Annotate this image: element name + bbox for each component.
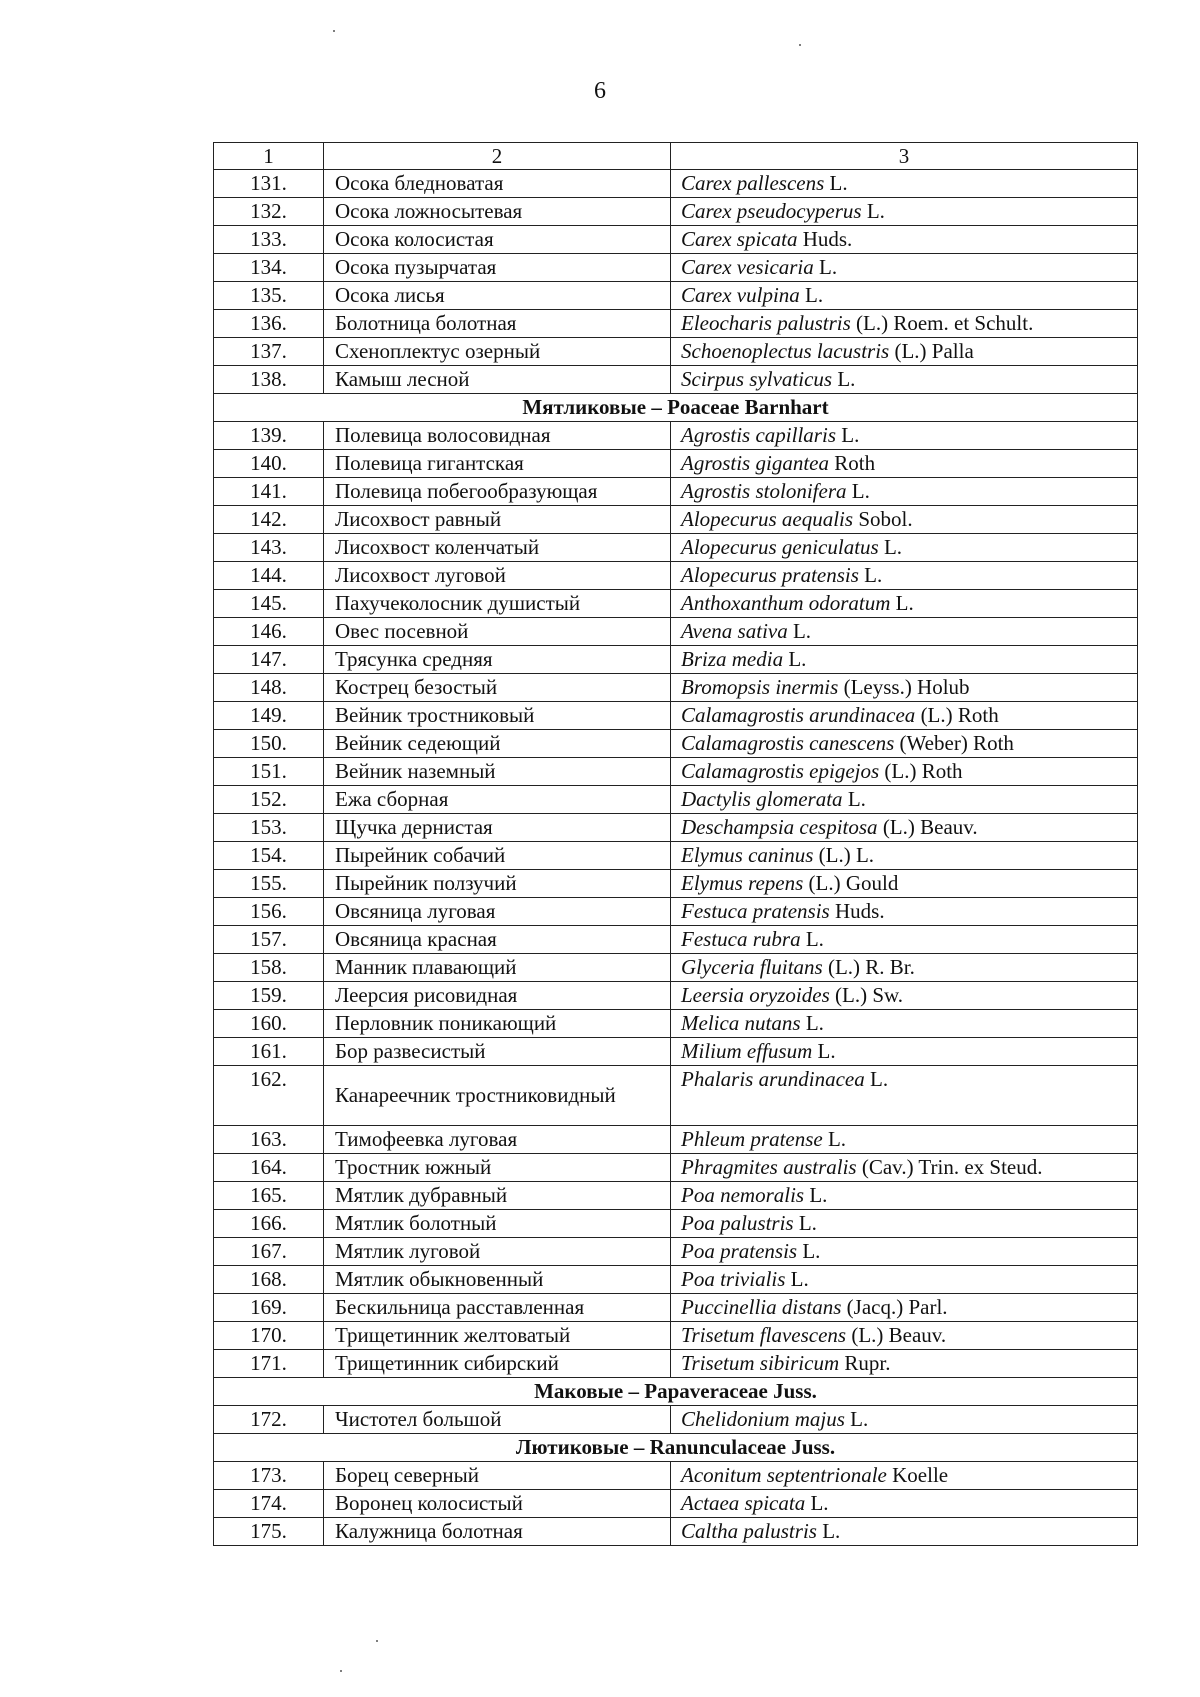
table-row <box>214 1182 1138 1210</box>
latin-name: Deschampsia cespitosa <box>681 815 878 839</box>
table-row <box>214 1294 1138 1322</box>
russian-name: Перловник поникающий <box>324 1010 671 1038</box>
latin-name: Trisetum flavescens <box>681 1323 847 1347</box>
russian-name: Осока колосистая <box>324 226 671 254</box>
latin-name: Festuca pratensis <box>681 899 830 923</box>
table-row <box>214 1322 1138 1350</box>
russian-name: Осока бледноватая <box>324 170 671 198</box>
table-row <box>214 282 1138 310</box>
latin-name: Agrostis stolonifera <box>681 479 847 503</box>
latin-name: Agrostis gigantea <box>681 451 829 475</box>
table-row <box>214 1406 1138 1434</box>
row-number: 145. <box>214 590 324 618</box>
row-number: 134. <box>214 254 324 282</box>
author-citation: (L.) Roth <box>920 703 999 727</box>
latin-name-cell <box>671 1350 1138 1378</box>
author-citation: L. <box>870 1067 889 1091</box>
row-number: 157. <box>214 926 324 954</box>
author-citation: (L.) Palla <box>894 339 974 363</box>
table-row <box>214 814 1138 842</box>
table-row <box>214 1238 1138 1266</box>
russian-name: Чистотел большой <box>324 1406 671 1434</box>
species-table <box>213 142 1138 1546</box>
russian-name: Мятлик обыкновенный <box>324 1266 671 1294</box>
latin-name: Poa pratensis <box>681 1239 798 1263</box>
latin-name: Glyceria fluitans <box>681 955 823 979</box>
author-citation: L. <box>798 1211 817 1235</box>
family-header-row <box>214 1378 1138 1406</box>
author-citation: L. <box>805 283 824 307</box>
latin-name-cell <box>671 926 1138 954</box>
author-citation: (Jacq.) Parl. <box>846 1295 948 1319</box>
russian-name: Полевица побегообразующая <box>324 478 671 506</box>
table-row <box>214 198 1138 226</box>
russian-name: Калужница болотная <box>324 1518 671 1546</box>
latin-name: Chelidonium majus <box>681 1407 845 1431</box>
latin-name-cell <box>671 562 1138 590</box>
author-citation: L. <box>841 423 860 447</box>
latin-name-cell <box>671 842 1138 870</box>
table-row <box>214 226 1138 254</box>
table-row <box>214 1154 1138 1182</box>
author-citation: Rupr. <box>844 1351 891 1375</box>
russian-name: Полевица гигантская <box>324 450 671 478</box>
latin-name-cell <box>671 702 1138 730</box>
author-citation: L. <box>788 647 807 671</box>
family-header-row <box>214 1434 1138 1462</box>
row-number: 152. <box>214 786 324 814</box>
row-number: 154. <box>214 842 324 870</box>
author-citation: L. <box>827 1127 847 1151</box>
row-number: 160. <box>214 1010 324 1038</box>
table-row <box>214 758 1138 786</box>
family-name: Лютиковые – Ranunculaceae Juss. <box>214 1434 1138 1462</box>
row-number: 153. <box>214 814 324 842</box>
latin-name: Poa trivialis <box>681 1267 786 1291</box>
russian-name: Пырейник ползучий <box>324 870 671 898</box>
row-number: 143. <box>214 534 324 562</box>
row-number: 136. <box>214 310 324 338</box>
latin-name-cell <box>671 1182 1138 1210</box>
table-row <box>214 618 1138 646</box>
author-citation: (L.) Beauv. <box>882 815 978 839</box>
table-row <box>214 170 1138 198</box>
latin-name-cell <box>671 254 1138 282</box>
latin-name: Elymus repens <box>681 871 804 895</box>
russian-name: Тимофеевка луговая <box>324 1126 671 1154</box>
table-row <box>214 702 1138 730</box>
russian-name: Овес посевной <box>324 618 671 646</box>
table-row <box>214 786 1138 814</box>
row-number: 146. <box>214 618 324 646</box>
latin-name-cell <box>671 506 1138 534</box>
table-row <box>214 730 1138 758</box>
header-col-1: 1 <box>214 143 324 170</box>
latin-name: Aconitum septentrionale <box>681 1463 887 1487</box>
table-row <box>214 1350 1138 1378</box>
latin-name: Elymus caninus <box>681 843 814 867</box>
russian-name: Лисохвост луговой <box>324 562 671 590</box>
latin-name-cell <box>671 1126 1138 1154</box>
latin-name: Trisetum sibiricum <box>681 1351 840 1375</box>
table-row <box>214 898 1138 926</box>
russian-name: Воронец колосистый <box>324 1490 671 1518</box>
latin-name: Phalaris arundinacea <box>681 1067 865 1091</box>
row-number: 161. <box>214 1038 324 1066</box>
row-number: 156. <box>214 898 324 926</box>
author-citation: L. <box>802 1239 821 1263</box>
row-number: 162. <box>214 1066 324 1126</box>
author-citation: L. <box>822 1519 841 1543</box>
russian-name: Камыш лесной <box>324 366 671 394</box>
latin-name-cell <box>671 730 1138 758</box>
table-row <box>214 954 1138 982</box>
row-number: 137. <box>214 338 324 366</box>
table-row <box>214 478 1138 506</box>
russian-name: Осока ложносытевая <box>324 198 671 226</box>
table-row <box>214 1038 1138 1066</box>
latin-name-cell <box>671 170 1138 198</box>
row-number: 150. <box>214 730 324 758</box>
latin-name: Avena sativa <box>681 619 788 643</box>
row-number: 155. <box>214 870 324 898</box>
latin-name-cell <box>671 618 1138 646</box>
row-number: 158. <box>214 954 324 982</box>
scan-speck <box>333 30 335 32</box>
russian-name: Пахучеколосник душистый <box>324 590 671 618</box>
author-citation: L. <box>817 1039 836 1063</box>
row-number: 175. <box>214 1518 324 1546</box>
latin-name: Puccinellia distans <box>681 1295 842 1319</box>
latin-name-cell <box>671 1518 1138 1546</box>
author-citation: (L.) Roth <box>884 759 963 783</box>
table-row <box>214 842 1138 870</box>
latin-name: Eleocharis palustris <box>681 311 851 335</box>
header-col-2: 2 <box>324 143 671 170</box>
latin-name-cell <box>671 338 1138 366</box>
author-citation: (L.) R. Br. <box>827 955 915 979</box>
latin-name-cell <box>671 646 1138 674</box>
row-number: 166. <box>214 1210 324 1238</box>
latin-name: Carex vesicaria <box>681 255 814 279</box>
russian-name: Вейник тростниковый <box>324 702 671 730</box>
russian-name: Овсяница красная <box>324 926 671 954</box>
row-number: 131. <box>214 170 324 198</box>
row-number: 169. <box>214 1294 324 1322</box>
latin-name-cell <box>671 226 1138 254</box>
russian-name: Кострец безостый <box>324 674 671 702</box>
latin-name: Scirpus sylvaticus <box>681 367 833 391</box>
russian-name: Вейник седеющий <box>324 730 671 758</box>
latin-name: Dactylis glomerata <box>681 787 843 811</box>
latin-name: Actaea spicata <box>681 1491 806 1515</box>
row-number: 141. <box>214 478 324 506</box>
author-citation: (Leyss.) Holub <box>843 675 970 699</box>
row-number: 144. <box>214 562 324 590</box>
russian-name: Трищетинник сибирский <box>324 1350 671 1378</box>
row-number: 151. <box>214 758 324 786</box>
latin-name-cell <box>671 198 1138 226</box>
author-citation: (L.) Sw. <box>835 983 904 1007</box>
russian-name: Бор развесистый <box>324 1038 671 1066</box>
latin-name: Phragmites australis <box>681 1155 857 1179</box>
latin-name: Agrostis capillaris <box>681 423 836 447</box>
latin-name: Carex pallescens <box>681 171 825 195</box>
row-number: 142. <box>214 506 324 534</box>
row-number: 140. <box>214 450 324 478</box>
table-row <box>214 1490 1138 1518</box>
russian-name: Схеноплектус озерный <box>324 338 671 366</box>
russian-name: Ежа сборная <box>324 786 671 814</box>
russian-name: Леерсия рисовидная <box>324 982 671 1010</box>
latin-name: Calamagrostis epigejos <box>681 759 880 783</box>
author-citation: L. <box>805 1011 824 1035</box>
author-citation: (L.) Roem. et Schult. <box>856 311 1034 335</box>
author-citation: L. <box>805 927 824 951</box>
latin-name: Alopecurus aequalis <box>681 507 854 531</box>
author-citation: L. <box>810 1491 829 1515</box>
table-row <box>214 450 1138 478</box>
latin-name: Poa palustris <box>681 1211 794 1235</box>
latin-name: Bromopsis inermis <box>681 675 839 699</box>
author-citation: L. <box>866 199 885 223</box>
table-row <box>214 1266 1138 1294</box>
latin-name-cell <box>671 1066 1138 1126</box>
table-row <box>214 422 1138 450</box>
latin-name-cell <box>671 786 1138 814</box>
latin-name-cell <box>671 534 1138 562</box>
family-name: Мятликовые – Poaceae Barnhart <box>214 394 1138 422</box>
latin-name-cell <box>671 1154 1138 1182</box>
russian-name: Пырейник собачий <box>324 842 671 870</box>
author-citation: (L.) L. <box>818 843 875 867</box>
latin-name: Carex pseudocyperus <box>681 199 862 223</box>
table-row <box>214 926 1138 954</box>
author-citation: Roth <box>834 451 876 475</box>
author-citation: (L.) Beauv. <box>851 1323 947 1347</box>
latin-name-cell <box>671 366 1138 394</box>
table-row <box>214 1126 1138 1154</box>
author-citation: L. <box>864 563 883 587</box>
latin-name-cell <box>671 870 1138 898</box>
author-citation: L. <box>850 1407 869 1431</box>
latin-name-cell <box>671 1406 1138 1434</box>
russian-name: Тростник южный <box>324 1154 671 1182</box>
table-row <box>214 254 1138 282</box>
row-number: 149. <box>214 702 324 730</box>
table-row <box>214 310 1138 338</box>
author-citation: L. <box>829 171 848 195</box>
russian-name: Овсяница луговая <box>324 898 671 926</box>
table-row <box>214 506 1138 534</box>
latin-name-cell <box>671 590 1138 618</box>
russian-name: Мятлик дубравный <box>324 1182 671 1210</box>
russian-name: Трищетинник желтоватый <box>324 1322 671 1350</box>
latin-name-cell <box>671 1266 1138 1294</box>
author-citation: L. <box>883 535 903 559</box>
russian-name: Мятлик болотный <box>324 1210 671 1238</box>
scan-speck <box>799 44 801 46</box>
row-number: 148. <box>214 674 324 702</box>
row-number: 163. <box>214 1126 324 1154</box>
author-citation: (Weber) Roth <box>899 731 1014 755</box>
row-number: 164. <box>214 1154 324 1182</box>
latin-name: Leersia oryzoides <box>681 983 830 1007</box>
row-number: 135. <box>214 282 324 310</box>
table-header-row <box>214 143 1138 170</box>
row-number: 167. <box>214 1238 324 1266</box>
author-citation: L. <box>809 1183 828 1207</box>
row-number: 133. <box>214 226 324 254</box>
row-number: 165. <box>214 1182 324 1210</box>
row-number: 132. <box>214 198 324 226</box>
latin-name: Caltha palustris <box>681 1519 817 1543</box>
russian-name: Щучка дернистая <box>324 814 671 842</box>
latin-name-cell <box>671 674 1138 702</box>
table-row <box>214 1462 1138 1490</box>
author-citation: Sobol. <box>858 507 913 531</box>
latin-name: Festuca rubra <box>681 927 801 951</box>
author-citation: L. <box>847 787 866 811</box>
latin-name-cell <box>671 758 1138 786</box>
russian-name: Борец северный <box>324 1462 671 1490</box>
table-row <box>214 1066 1138 1126</box>
russian-name: Мятлик луговой <box>324 1238 671 1266</box>
latin-name: Melica nutans <box>681 1011 801 1035</box>
latin-name-cell <box>671 898 1138 926</box>
latin-name-cell <box>671 282 1138 310</box>
russian-name: Бескильница расставленная <box>324 1294 671 1322</box>
latin-name-cell <box>671 1490 1138 1518</box>
latin-name-cell <box>671 1010 1138 1038</box>
row-number: 147. <box>214 646 324 674</box>
latin-name: Briza media <box>681 647 784 671</box>
latin-name: Carex spicata <box>681 227 798 251</box>
russian-name: Полевица волосовидная <box>324 422 671 450</box>
russian-name: Лисохвост равный <box>324 506 671 534</box>
latin-name: Anthoxanthum odoratum <box>681 591 891 615</box>
author-citation: Huds. <box>834 899 885 923</box>
latin-name: Calamagrostis arundinacea <box>681 703 916 727</box>
author-citation: (Cav.) Trin. ex Steud. <box>861 1155 1043 1179</box>
family-name: Маковые – Papaveraceae Juss. <box>214 1378 1138 1406</box>
latin-name-cell <box>671 982 1138 1010</box>
russian-name: Осока лисья <box>324 282 671 310</box>
latin-name: Milium effusum <box>681 1039 813 1063</box>
latin-name: Poa nemoralis <box>681 1183 805 1207</box>
header-col-3: 3 <box>671 143 1138 170</box>
latin-name: Calamagrostis canescens <box>681 731 895 755</box>
latin-name-cell <box>671 1038 1138 1066</box>
author-citation: L. <box>851 479 870 503</box>
table-row <box>214 674 1138 702</box>
row-number: 138. <box>214 366 324 394</box>
row-number: 174. <box>214 1490 324 1518</box>
russian-name: Осока пузырчатая <box>324 254 671 282</box>
latin-name-cell <box>671 954 1138 982</box>
latin-name-cell <box>671 1462 1138 1490</box>
author-citation: L. <box>819 255 838 279</box>
row-number: 168. <box>214 1266 324 1294</box>
table-row <box>214 646 1138 674</box>
russian-name: Манник плавающий <box>324 954 671 982</box>
family-header-row <box>214 394 1138 422</box>
latin-name-cell <box>671 814 1138 842</box>
table-row <box>214 870 1138 898</box>
table-row <box>214 1518 1138 1546</box>
author-citation: L. <box>790 1267 809 1291</box>
latin-name-cell <box>671 1294 1138 1322</box>
row-number: 171. <box>214 1350 324 1378</box>
author-citation: Koelle <box>892 1463 949 1487</box>
latin-name: Carex vulpina <box>681 283 800 307</box>
table-row <box>214 982 1138 1010</box>
author-citation: (L.) Gould <box>808 871 899 895</box>
latin-name: Phleum pratense <box>681 1127 823 1151</box>
table-row <box>214 1010 1138 1038</box>
russian-name: Болотница болотная <box>324 310 671 338</box>
russian-name: Лисохвост коленчатый <box>324 534 671 562</box>
russian-name: Вейник наземный <box>324 758 671 786</box>
latin-name-cell <box>671 1210 1138 1238</box>
author-citation: L. <box>837 367 856 391</box>
table-row <box>214 562 1138 590</box>
author-citation: Huds. <box>802 227 853 251</box>
row-number: 139. <box>214 422 324 450</box>
table-row <box>214 366 1138 394</box>
latin-name-cell <box>671 1322 1138 1350</box>
scan-speck <box>376 1640 378 1642</box>
latin-name-cell <box>671 478 1138 506</box>
row-number: 172. <box>214 1406 324 1434</box>
table-row <box>214 590 1138 618</box>
page-number: 6 <box>594 78 606 104</box>
latin-name: Alopecurus pratensis <box>681 563 859 587</box>
row-number: 159. <box>214 982 324 1010</box>
latin-name-cell <box>671 450 1138 478</box>
table-row <box>214 338 1138 366</box>
table-row <box>214 534 1138 562</box>
row-number: 173. <box>214 1462 324 1490</box>
latin-name-cell <box>671 422 1138 450</box>
row-number: 170. <box>214 1322 324 1350</box>
latin-name-cell <box>671 1238 1138 1266</box>
species-table-body <box>214 143 1138 1546</box>
scan-speck <box>340 1670 342 1672</box>
russian-name: Канареечник тростниковидный <box>324 1066 671 1126</box>
table-row <box>214 1210 1138 1238</box>
author-citation: L. <box>895 591 914 615</box>
russian-name: Трясунка средняя <box>324 646 671 674</box>
author-citation: L. <box>792 619 812 643</box>
latin-name-cell <box>671 310 1138 338</box>
latin-name: Schoenoplectus lacustris <box>681 339 890 363</box>
latin-name: Alopecurus geniculatus <box>681 535 879 559</box>
